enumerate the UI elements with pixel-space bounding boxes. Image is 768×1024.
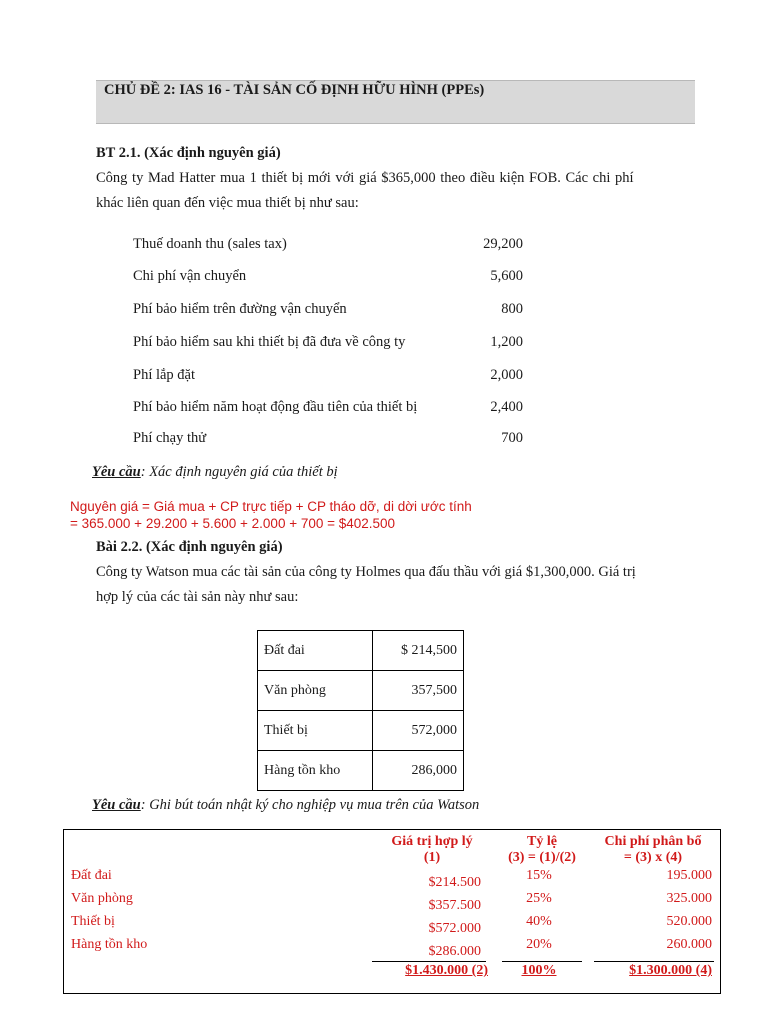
header-ratio: [494, 834, 590, 866]
allocation-total-fair-value: $1.430.000 (2): [405, 963, 488, 978]
cost-row: [133, 399, 523, 419]
cost-value: 1,200: [490, 334, 523, 350]
allocation-cost: 260.000: [666, 937, 712, 952]
answer-line-1: Nguyên giá = Giá mua + CP trực tiếp + CP tháo dỡ, di dời ước tính: [70, 499, 472, 514]
cost-label: Phí bảo hiểm năm hoạt động đầu tiên của thiết bị: [133, 399, 418, 415]
exercise-2-para-line1: Công ty Watson mua các tài sản của công ty Holmes qua đấu thầu với giá $1,300,000. Giá trị: [96, 564, 636, 580]
cost-label: Phí lắp đặt: [133, 367, 196, 383]
asset-name: Thiết bị: [258, 711, 373, 751]
allocation-cost: 520.000: [666, 914, 712, 929]
allocation-row-label: Đất đai: [71, 868, 112, 883]
header-allocated-cost-line1: Chi phí phân bổ: [604, 834, 702, 849]
cost-value: 5,600: [490, 268, 523, 284]
allocation-total-ratio: 100%: [521, 963, 557, 978]
requirement-text: : Ghi bút toán nhật ký cho nghiệp vụ mua trên của Watson: [140, 797, 480, 813]
exercise-2-para-line2: hợp lý của các tài sản này như sau:: [96, 589, 299, 605]
allocation-row-label: Văn phòng: [71, 891, 133, 906]
asset-amount: 357,500: [373, 671, 464, 711]
cost-value: 2,000: [490, 367, 523, 383]
asset-amount: 572,000: [373, 711, 464, 751]
header-fair-value-line1: Giá trị hợp lý: [391, 834, 473, 849]
allocation-fair-value: $572.000: [428, 921, 481, 936]
cost-row: [133, 334, 523, 354]
cost-row: [133, 301, 523, 321]
cost-label: Phí bảo hiểm sau khi thiết bị đã đưa về công ty: [133, 334, 406, 350]
exercise-1-title: BT 2.1. (Xác định nguyên giá): [96, 145, 281, 161]
table-row: [258, 711, 464, 751]
exercise-2-requirement: [92, 797, 479, 814]
cost-label: Thuế doanh thu (sales tax): [133, 236, 287, 252]
cost-value: 700: [501, 430, 523, 446]
exercise-1-para-line2: khác liên quan đến việc mua thiết bị như sau:: [96, 195, 359, 211]
asset-name: Đất đai: [258, 631, 373, 671]
allocation-cost: 195.000: [666, 868, 712, 883]
header-ratio-line2: (3) = (1)/(2): [508, 850, 576, 865]
allocation-ratio: 15%: [526, 868, 552, 883]
cost-total-rule: [594, 961, 714, 962]
topic-title: CHỦ ĐỀ 2: IAS 16 - TÀI SẢN CỐ ĐỊNH HỮU HÌNH (PPEs): [104, 82, 485, 98]
asset-amount: 286,000: [373, 751, 464, 791]
allocation-total-cost: $1.300.000 (4): [629, 963, 712, 978]
cost-label: Chi phí vận chuyển: [133, 268, 247, 284]
allocation-fair-value: $286.000: [428, 944, 481, 959]
table-row: [258, 751, 464, 791]
asset-name: Hàng tồn kho: [258, 751, 373, 791]
allocation-ratio: 40%: [526, 914, 552, 929]
cost-value: 29,200: [483, 236, 523, 252]
asset-amount: $ 214,500: [373, 631, 464, 671]
requirement-label: Yêu cầu: [92, 464, 141, 480]
allocation-ratio: 20%: [526, 937, 552, 952]
cost-value: 2,400: [490, 399, 523, 415]
table-row: [258, 671, 464, 711]
cost-label: Phí chạy thử: [133, 430, 207, 446]
allocation-cost: 325.000: [666, 891, 712, 906]
cost-row: [133, 268, 523, 288]
fair-value-table: [257, 630, 464, 791]
cost-row: [133, 367, 523, 387]
exercise-2-title-rest: . (Xác định nguyên giá): [138, 539, 283, 555]
allocation-fair-value: $214.500: [428, 875, 481, 890]
ratio-total-rule: [502, 961, 582, 962]
header-fair-value: [372, 834, 492, 866]
requirement-label: Yêu cầu: [92, 797, 141, 813]
exercise-1-requirement: [92, 464, 338, 481]
cost-label: Phí bảo hiểm trên đường vận chuyển: [133, 301, 347, 317]
answer-line-2: = 365.000 + 29.200 + 5.600 + 2.000 + 700 = $402.500: [70, 516, 396, 531]
exercise-2-title: [96, 539, 283, 556]
allocation-ratio: 25%: [526, 891, 552, 906]
requirement-text: : Xác định nguyên giá của thiết bị: [140, 464, 338, 480]
exercise-2-title-bold: Bài 2.2: [96, 539, 139, 555]
fair-value-total-rule: [372, 961, 486, 962]
asset-name: Văn phòng: [258, 671, 373, 711]
allocation-box: [63, 829, 721, 994]
cost-row: [133, 236, 523, 256]
header-fair-value-line2: (1): [423, 850, 441, 865]
exercise-1-para-line1: Công ty Mad Hatter mua 1 thiết bị mới với giá $365,000 theo điều kiện FOB. Các chi phí: [96, 170, 634, 186]
table-row: [258, 631, 464, 671]
header-allocated-cost: [592, 834, 714, 866]
header-ratio-line1: Tỷ lệ: [527, 834, 557, 849]
allocation-fair-value: $357.500: [428, 898, 481, 913]
allocation-row-label: Hàng tồn kho: [71, 937, 148, 952]
topic-header: [96, 80, 695, 124]
allocation-row-label: Thiết bị: [71, 914, 115, 929]
cost-value: 800: [501, 301, 523, 317]
cost-row: [133, 430, 523, 450]
header-allocated-cost-line2: = (3) x (4): [623, 850, 683, 865]
